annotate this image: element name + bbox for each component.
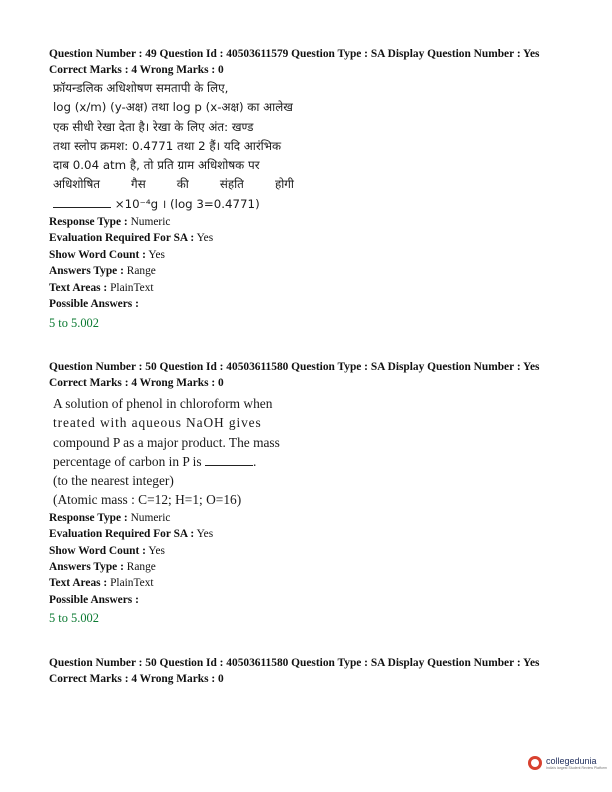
question-line: एक सीधी रेखा देता है। रेखा के लिए अंत: खण्ड	[53, 119, 254, 134]
question-header: Question Number : 50 Question Id : 40503611580 Question Type : SA Display Question Number : Yes	[49, 361, 540, 373]
collegedunia-logo	[528, 756, 607, 770]
word: गैस	[131, 177, 146, 192]
question-header: Question Number : 50 Question Id : 40503611580 Question Type : SA Display Question Number : Yes	[49, 657, 540, 669]
question-line: (Atomic mass : C=12; H=1; O=16)	[53, 492, 242, 508]
question-line: तथा स्लोप क्रमश: 0.4771 तथा 2 हैं। यदि आरंभिक	[53, 138, 282, 153]
meta-response-type: Response Type : Numeric	[49, 511, 171, 524]
marks-header: Correct Marks : 4 Wrong Marks : 0	[49, 377, 224, 389]
question-50-repeat-block	[49, 655, 579, 687]
meta-answers-type: Answers Type : Range	[49, 561, 156, 573]
possible-answer: 5 to 5.002	[49, 315, 99, 330]
question-text	[53, 394, 579, 510]
meta-response-type: Response Type : Numeric	[49, 216, 171, 229]
question-50-block	[49, 359, 579, 627]
question-line: फ्रॉयन्डलिक अधिशोषण समतापी के लिए,	[53, 81, 229, 95]
question-line-justified	[53, 175, 294, 194]
question-49-block	[49, 46, 579, 332]
question-line: log (x/m) (y-अक्ष) तथा log p (x-अक्ष) का आलेख	[53, 100, 293, 115]
question-line: treated with aqueous NaOH gives	[53, 415, 262, 431]
word: की	[176, 177, 189, 192]
meta-possible-answers: Possible Answers :	[49, 593, 139, 606]
meta-answers-type: Answers Type : Range	[49, 265, 156, 278]
answer-blank	[205, 455, 253, 466]
question-line: compound P as a major product. The mass	[53, 434, 280, 450]
question-line: percentage of carbon in P is .	[53, 453, 257, 469]
word: होगी	[274, 177, 294, 192]
word: संहति	[219, 177, 244, 192]
meta-evaluation: Evaluation Required For SA : Yes	[49, 528, 214, 541]
question-line: (to the nearest integer)	[53, 473, 174, 489]
marks-header: Correct Marks : 4 Wrong Marks : 0	[49, 673, 224, 685]
marks-header: Correct Marks : 4 Wrong Marks : 0	[49, 64, 224, 76]
answer-blank	[53, 197, 111, 208]
meta-evaluation: Evaluation Required For SA : Yes	[49, 232, 214, 245]
question-text	[53, 79, 579, 214]
logo-name: collegedunia	[546, 756, 597, 766]
logo-tagline: India's largest Student Review Platform	[546, 766, 607, 770]
question-line: दाब 0.04 atm है, तो प्रति ग्राम अधिशोषक पर	[53, 158, 260, 173]
meta-text-areas: Text Areas : PlainText	[49, 281, 154, 294]
meta-text-areas: Text Areas : PlainText	[49, 577, 154, 590]
question-line: A solution of phenol in chloroform when	[53, 396, 273, 411]
meta-possible-answers: Possible Answers :	[49, 298, 139, 311]
question-line	[53, 195, 579, 214]
meta-word-count: Show Word Count : Yes	[49, 544, 165, 557]
word: अधिशोषित	[53, 177, 100, 192]
question-header: Question Number : 49 Question Id : 40503611579 Question Type : SA Display Question Number : Yes	[49, 48, 540, 60]
question-line-tail: ×10⁻⁴g । (log 3=0.4771)	[114, 196, 260, 211]
meta-word-count: Show Word Count : Yes	[49, 248, 165, 261]
logo-mark-icon	[528, 756, 542, 770]
possible-answer: 5 to 5.002	[49, 611, 99, 626]
